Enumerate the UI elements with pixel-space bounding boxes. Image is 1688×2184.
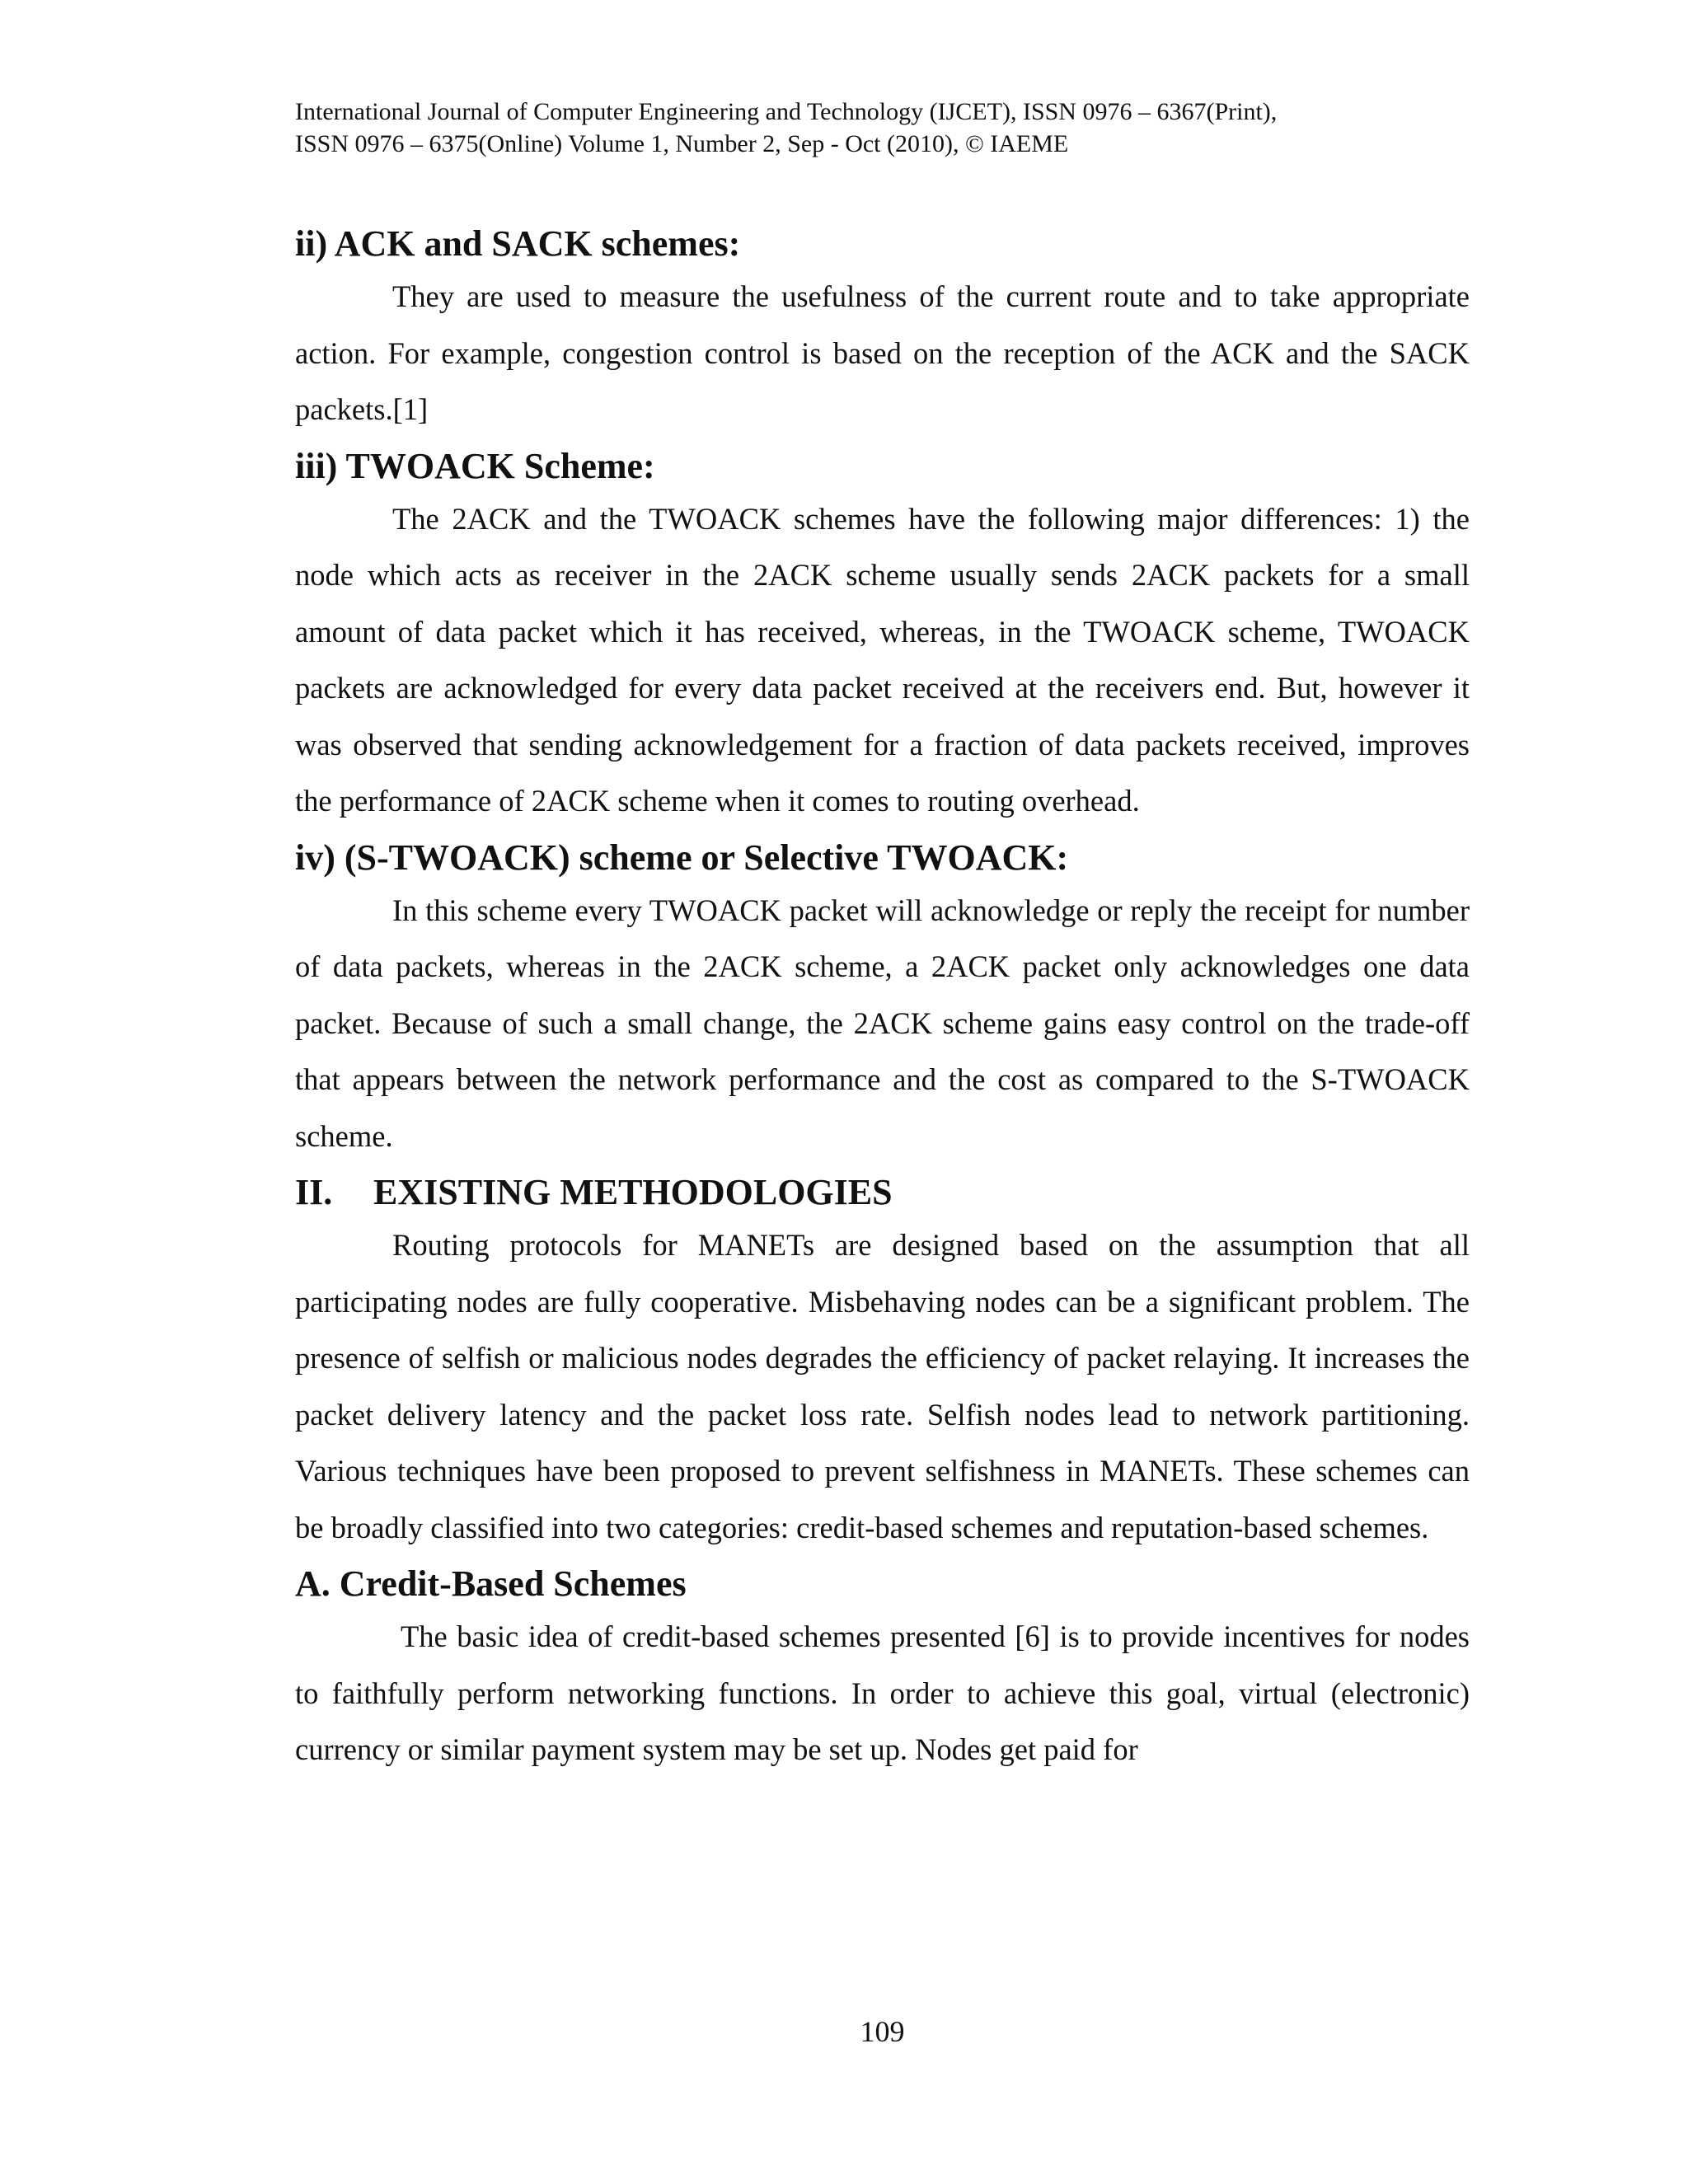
paragraph-existing-methodologies: Routing protocols for MANETs are designed based on the assumption that all participating nodes are fully cooperative. Misbehaving nodes can be a significant problem. The presence of selfish or malicious nodes degrades the efficiency of packet relaying. It increases the packet delivery latency and the packet loss rate. Selfish nodes lead to network partitioning. Various techniques have been proposed to prevent selfishness in MANETs. These schemes can be broadly classified into two categories: credit-based schemes and reputation-based schemes. bbox=[295, 1228, 1470, 1544]
heading-ack-sack: ii) ACK and SACK schemes: bbox=[295, 223, 741, 264]
section-number: II. bbox=[295, 1172, 333, 1212]
heading-credit-based-schemes: A. Credit-Based Schemes bbox=[295, 1563, 687, 1604]
heading-twoack: iii) TWOACK Scheme: bbox=[295, 445, 655, 486]
journal-header-line-1: International Journal of Computer Engineering and Technology (IJCET), ISSN 0976 – 6367(Print), bbox=[295, 98, 1278, 125]
journal-header-line-2: ISSN 0976 – 6375(Online) Volume 1, Number 2, Sep - Oct (2010), © IAEME bbox=[295, 130, 1069, 157]
journal-header bbox=[295, 96, 1470, 160]
section-heading-existing-methodologies bbox=[295, 1169, 1470, 1216]
paragraph-twoack: The 2ACK and the TWOACK schemes have the following major differences: 1) the node which acts as receiver in the 2ACK scheme usually sends 2ACK packets for a small amount of data packet which it has received, whereas, in the TWOACK scheme, TWOACK packets are acknowledged for every data packet received at the receivers end. But, however it was observed that sending acknowledgement for a fraction of data packets received, improves the performance of 2ACK scheme when it comes to routing overhead. bbox=[295, 501, 1470, 818]
paragraph-ack-sack: They are used to measure the usefulness of the current route and to take appropriate action. For example, congestion control is based on the reception of the ACK and the SACK packets.[1] bbox=[295, 279, 1470, 426]
section-title: EXISTING METHODOLOGIES bbox=[373, 1172, 893, 1212]
heading-s-twoack: iv) (S-TWOACK) scheme or Selective TWOACK: bbox=[295, 837, 1069, 878]
paragraph-s-twoack: In this scheme every TWOACK packet will acknowledge or reply the receipt for number of data packets, whereas in the 2ACK scheme, a 2ACK packet only acknowledges one data packet. Because of such a small change, the 2ACK scheme gains easy control on the trade-off that appears between the network performance and the cost as compared to the S-TWOACK scheme. bbox=[295, 893, 1470, 1153]
article-body bbox=[295, 221, 1470, 1779]
paper-page bbox=[295, 0, 1470, 2184]
paragraph-credit-based-schemes: The basic idea of credit-based schemes presented [6] is to provide incentives for nodes to faithfully perform networking functions. In order to achieve this goal, virtual (electronic) currency or similar payment system may be set up. Nodes get paid for bbox=[295, 1619, 1470, 1766]
page-number: 109 bbox=[860, 2015, 905, 2048]
